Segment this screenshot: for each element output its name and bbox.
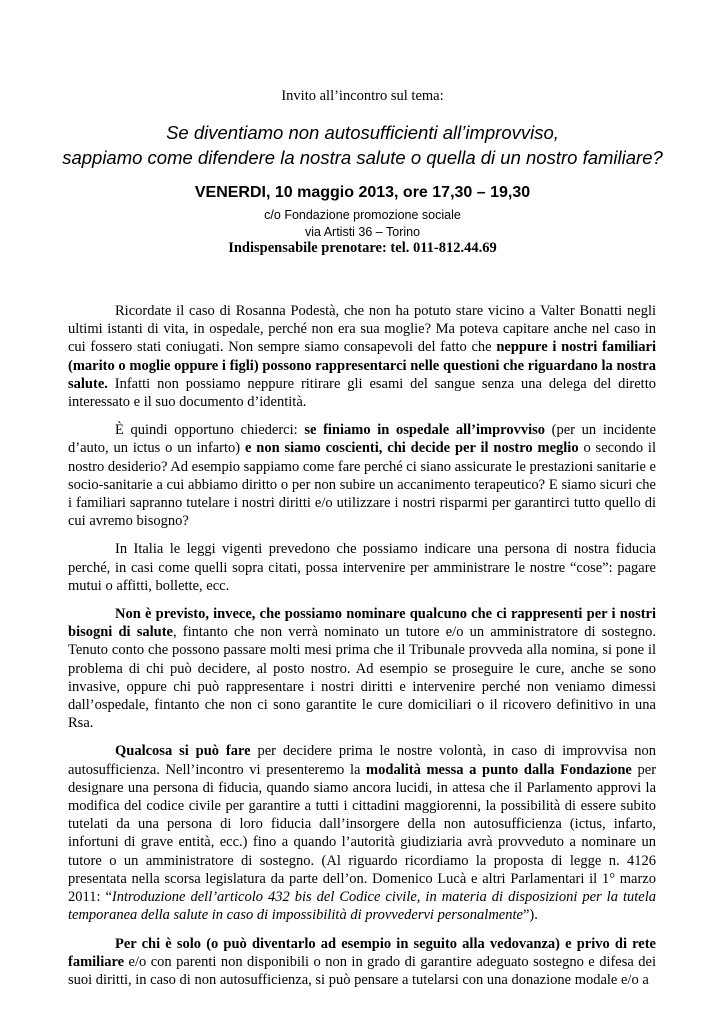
bold-span: e non siamo coscienti, chi decide per il nostro meglio — [244, 440, 579, 457]
bold-span: Qualcosa si può fare — [115, 743, 251, 760]
bold-span: Per chi è solo (o può diventarlo ad esempio in seguito alla vedovanza) e privo di rete familiare — [68, 935, 656, 970]
event-date: VENERDI, 10 maggio 2013, ore 17,30 – 19,30 — [194, 184, 531, 201]
text-span: o secondo il nostro desiderio? Ad esempio sappiamo come fare perché ci siano assicurate le prestazioni sanitarie e socio-sanitarie a cui abbiamo diritto o per non subire un accanimento terapeutico? E siamo sicuri che i familiari sapranno tutelare i nostri diritti e/o utilizzare i nostri risparmi per garantirci tutto quello di cui avremo bisogno? — [68, 440, 656, 530]
title-line-1: Se diventiamo non autosufficienti all’improvviso, — [166, 122, 559, 143]
venue-name: c/o Fondazione promozione sociale — [264, 208, 461, 222]
paragraph-6 — [68, 935, 656, 990]
document-body — [68, 302, 656, 989]
text-span: ”). — [522, 907, 538, 924]
text-span: Infatti non possiamo neppure ritirare gli esami del sangue senza una delega del diretto interessato e il suo documento d’identità. — [68, 375, 656, 411]
booking-phone: Indispensabile prenotare: tel. 011-812.44.69 — [228, 240, 497, 256]
bold-span: se finiamo in ospedale all’improvviso — [304, 422, 545, 439]
bold-span: Non è previsto, invece, che possiamo nominare qualcuno che ci rappresenti per i nostri bisogni di salute — [68, 606, 656, 641]
bold-span: neppure i nostri familiari (marito o moglie oppure i figli) possono rappresentarci nelle questioni che riguardano la nostra salute. — [68, 339, 657, 392]
bold-span: modalità messa a punto dalla Fondazione — [366, 761, 632, 778]
invitation-line: Invito all’incontro sul tema: — [281, 88, 444, 104]
text-span: È quindi opportuno chiederci: — [115, 422, 305, 439]
title-line-2: sappiamo come difendere la nostra salute o quella di un nostro familiare? — [62, 147, 663, 168]
paragraph-5 — [68, 742, 656, 924]
text-span: per decidere prima le nostre volontà, in caso di improvvisa non autosufficienza. Nell’incontro vi presenteremo la — [68, 743, 656, 778]
venue-address: via Artisti 36 – Torino — [304, 225, 421, 239]
paragraph-3: In Italia le leggi vigenti prevedono che possiamo indicare una persona di nostra fiducia perché, in casi come quelli sopra citati, possa intervenire per amministrare le nostre “cose”: pagare mutui o affitti, bollette, ecc. — [68, 541, 656, 594]
paragraph-2 — [68, 421, 656, 530]
italic-span: Introduzione dell’articolo 432 bis del Codice civile, in materia di disposizioni per la tutela temporanea della salute in caso di impossibilità di provvedervi personalmente — [68, 889, 656, 924]
meeting-title — [0, 120, 725, 170]
text-span: e/o con parenti non disponibili o non in grado di garantire adeguato sostegno e difesa dei suoi diritti, in caso di non autosufficienza, si può pensare a tutelarsi con una donazione modale e/o a — [68, 953, 656, 988]
text-span: Ricordate il caso di Rosanna Podestà, che non ha potuto stare vicino a Valter Bonatti negli ultimi istanti di vita, in ospedale, perché non era sua moglie? Ma poteva capitare anche nel caso in cui fossero stati coniugati. Non sempre siamo consapevoli del fatto che — [68, 303, 656, 356]
text-span: (per un incidente d’auto, un ictus o un infarto) — [68, 422, 656, 457]
paragraph-1 — [68, 302, 656, 411]
paragraph-4 — [68, 605, 656, 732]
text-span: per designare una persona di fiducia, quando siamo ancora lucidi, in attesa che il Parlamento approvi la modifica del codice civile per garantire a tutti i cittadini maggiorenni, la possibilità di essere subito tutelati da una persona di loro fiducia dall’insorgere della non autosufficienza (ictus, infarto, infortuni di grave entità, ecc.) fino a quando l’autorità giudiziaria avrà provveduto a nominare un tutore o un amministratore di sostegno. (Al riguardo ricordiamo la proposta di legge n. 4126 presentata nella scorsa legislatura da parte dell’on. Domenico Lucà e altri Parlamentari il 1° marzo 2011: “ — [68, 761, 657, 906]
text-span: , fintanto che non verrà nominato un tutore e/o un amministratore di sostegno. Tenuto conto che possono passare molti mesi prima che il Tribunale provveda alla nomina, si pone il problema di chi può decidere, al posto nostro. Ad esempio se proseguire le cure, anche se sono invasive, oppure chi può rappresentare i nostri diritti e intervenire perché non veniamo dimessi dall’ospedale, fintanto che non ci sono garantite le cure domiciliari o il ricovero definitivo in una Rsa. — [68, 624, 657, 732]
